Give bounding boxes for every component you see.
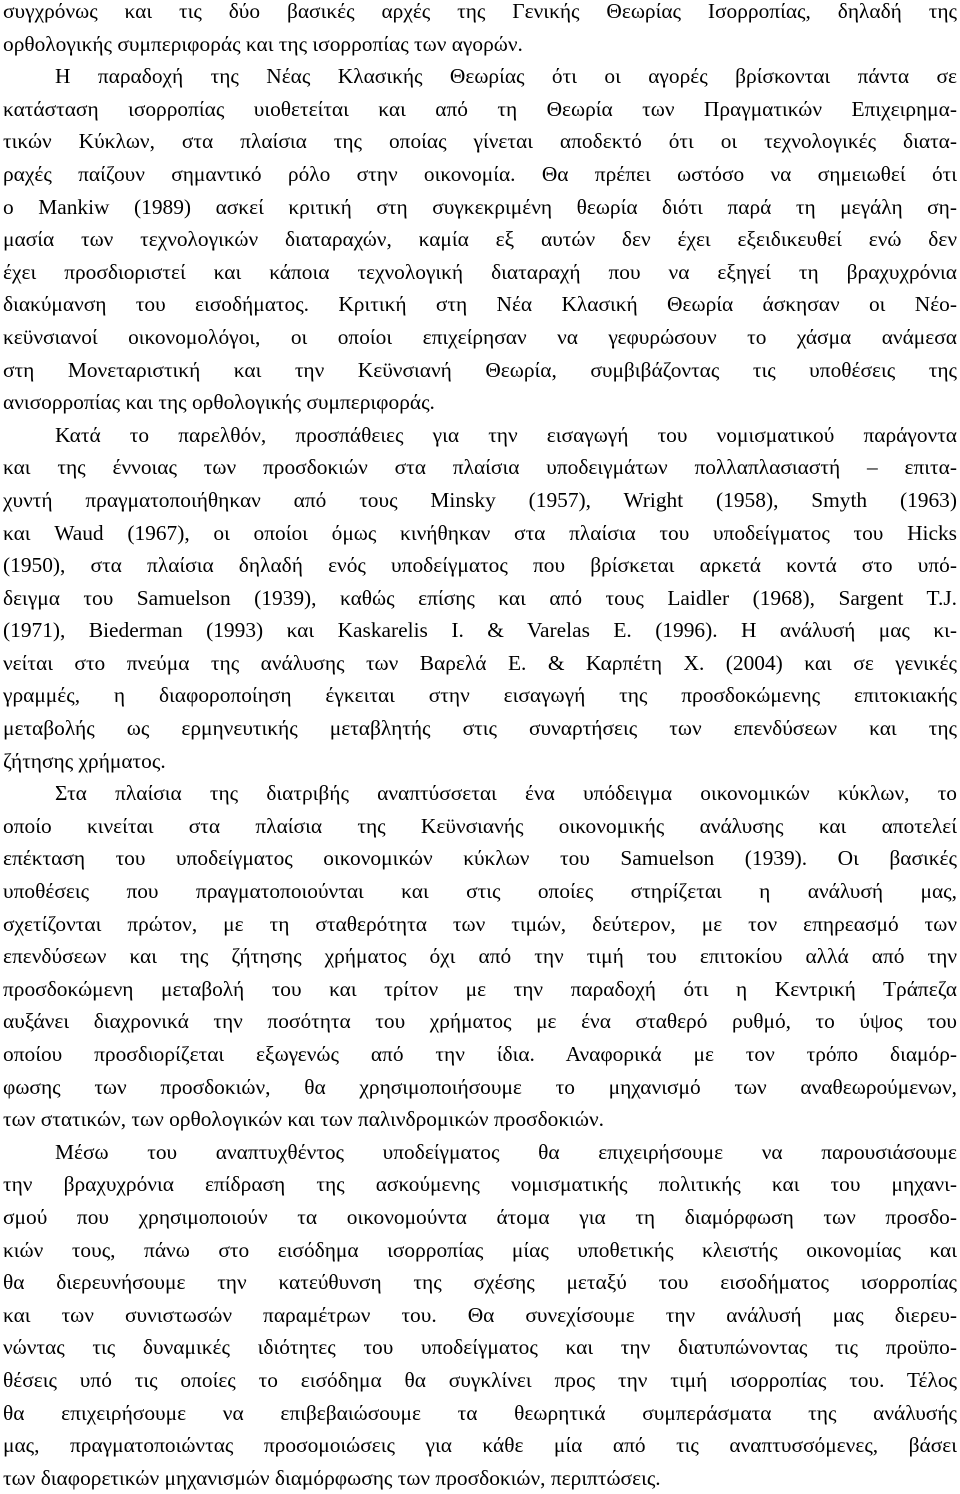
text-line: (1971), Biederman (1993) και Kaskarelis I. & Varelas E. (1996). Η ανάλυσή μας κι- xyxy=(3,618,957,643)
text-line: θέσεις υπό τις οποίες το εισόδημα θα συγκλίνει προς την τιμή ισορροπίας του. Τέλος xyxy=(3,1367,957,1392)
text-line: προσδοκώμενη μεταβολή του και τρίτον με την παραδοχή ότι η Κεντρική Τράπεζα xyxy=(3,976,957,1001)
text-line: την βραχυχρόνια επίδραση της ασκούμενης νομισματικής πολιτικής και του μηχανι- xyxy=(3,1172,957,1197)
paragraph-2 xyxy=(3,60,957,419)
text-line: των διαφορετικών μηχανισμών διαμόρφωσης των προσδοκιών, περιπτώσεις. xyxy=(3,1465,661,1490)
text-line: Η παραδοχή της Νέας Κλασικής Θεωρίας ότι οι αγορές βρίσκονται πάντα σε xyxy=(55,64,957,89)
text-line: έχει προσδιοριστεί και κάποια τεχνολογική διαταραχή που να εξηγεί τη βραχυχρόνια xyxy=(3,259,957,284)
text-line: στη Μονεταριστική και την Κεϋνσιανή Θεωρία, συμβιβάζοντας τις υποθέσεις της xyxy=(3,357,957,382)
text-line: φωσης των προσδοκιών, θα χρησιμοποιήσουμε το μηχανισμό των αναθεωρούμενων, xyxy=(3,1074,957,1099)
text-line: νείται στο πνεύμα της ανάλυσης των Βαρελά Ε. & Καρπέτη Χ. (2004) και σε γενικές xyxy=(3,650,957,675)
text-line: συγχρόνως και τις δύο βασικές αρχές της Γενικής Θεωρίας Ισορροπίας, δηλαδή της xyxy=(3,0,957,23)
text-line: κιών τους, πάνω στο εισόδημα ισορροπίας μίας υποθετικής κλειστής οικονομίας και xyxy=(3,1237,957,1262)
text-line: και της έννοιας των προσδοκιών στα πλαίσια υποδειγμάτων πολλαπλασιαστή – επιτα- xyxy=(3,455,957,480)
text-line: νώντας τις δυναμικές ιδιότητες του υποδείγματος και την διατυπώνοντας τις προϋπο- xyxy=(3,1335,957,1360)
text-line: ζήτησης χρήματος. xyxy=(3,748,166,773)
text-line: οποίο κινείται στα πλαίσια της Κεϋνσιανής οικονομικής ανάλυσης και αποτελεί xyxy=(3,813,957,838)
text-line: Στα πλαίσια της διατριβής αναπτύσσεται ένα υπόδειγμα οικονομικών κύκλων, το xyxy=(55,781,957,806)
text-line: επενδύσεων και της ζήτησης χρήματος όχι από την τιμή του επιτοκίου αλλά από την xyxy=(3,944,957,969)
text-line: σμού που χρησιμοποιούν τα οικονομούντα άτομα για τη διαμόρφωση των προσδο- xyxy=(3,1204,957,1229)
text-line: κεϋνσιανοί οικονομολόγοι, οι οποίοι επιχείρησαν να γεφυρώσουν το χάσμα ανάμεσα xyxy=(3,324,957,349)
text-line: οποίου προσδιορίζεται εξωγενώς από την ίδια. Αναφορικά με τον τρόπο διαμόρ- xyxy=(3,1042,957,1066)
text-line: σχετίζονται πρώτον, με τη σταθερότητα των τιμών, δεύτερον, με τον επηρεασμό των xyxy=(3,911,957,936)
text-line: ο Mankiw (1989) ασκεί κριτική στη συγκεκριμένη θεωρία διότι παρά τη μεγάλη ση- xyxy=(3,194,957,219)
paragraph-4 xyxy=(3,777,957,1136)
text-line: διακύμανση του εισοδήματος. Κριτική στη Νέα Κλασική Θεωρία άσκησαν οι Νέο- xyxy=(3,292,957,317)
text-line: Κατά το παρελθόν, προσπάθειες για την εισαγωγή του νομισματικού παράγοντα xyxy=(55,422,957,447)
text-line: επέκταση του υποδείγματος οικονομικών κύκλων του Samuelson (1939). Οι βασικές xyxy=(3,846,957,871)
text-line: και των συνιστωσών παραμέτρων του. Θα συνεχίσουμε την ανάλυσή μας διερευ- xyxy=(3,1302,957,1327)
text-line: (1950), στα πλαίσια δηλαδή ενός υποδείγματος που βρίσκεται αρκετά κοντά στο υπό- xyxy=(3,553,957,578)
text-line: υποθέσεις που πραγματοποιούνται και στις οποίες στηρίζεται η ανάλυσή μας, xyxy=(3,879,957,904)
text-line: θα επιχειρήσουμε να επιβεβαιώσουμε τα θεωρητικά συμπεράσματα της ανάλυσής xyxy=(3,1400,957,1425)
text-line: ορθολογικής συμπεριφοράς και της ισορροπίας των αγορών. xyxy=(3,31,523,56)
text-line: χυντή πραγματοποιήθηκαν από τους Minsky (1957), Wright (1958), Smyth (1963) xyxy=(3,487,957,512)
text-line: ανισορροπίας και της ορθολογικής συμπεριφοράς. xyxy=(3,390,435,415)
text-line: των στατικών, των ορθολογικών και των παλινδρομικών προσδοκιών. xyxy=(3,1107,604,1132)
text-line: κατάσταση ισορροπίας υιοθετείται και από τη Θεωρία των Πραγματικών Επιχειρημα- xyxy=(3,96,957,121)
text-line: μας, πραγματοποιώντας προσομοιώσεις για κάθε μία από τις αναπτυσσόμενες, βάσει xyxy=(3,1433,957,1458)
text-line: μασία των τεχνολογικών διαταραχών, καμία εξ αυτών δεν έχει εξειδικευθεί ενώ δεν xyxy=(3,227,957,252)
paragraph-5 xyxy=(3,1136,957,1494)
document-page xyxy=(3,0,957,1494)
paragraph-1 xyxy=(3,0,957,60)
text-line: δειγμα του Samuelson (1939), καθώς επίσης και από τους Laidler (1968), Sargent T.J. xyxy=(3,585,957,610)
text-line: αυξάνει διαχρονικά την ποσότητα του χρήματος με ένα σταθερό ρυθμό, το ύψος του xyxy=(3,1009,957,1034)
text-line: θα διερευνήσουμε την κατεύθυνση της σχέσης μεταξύ του εισοδήματος ισορροπίας xyxy=(3,1270,957,1295)
text-line: γραμμές, η διαφοροποίηση έγκειται στην εισαγωγή της προσδοκώμενης επιτοκιακής xyxy=(3,683,957,708)
paragraph-3 xyxy=(3,419,957,778)
text-line: Μέσω του αναπτυχθέντος υποδείγματος θα επιχειρήσουμε να παρουσιάσουμε xyxy=(55,1139,957,1164)
text-line: ραχές παίζουν σημαντικό ρόλο στην οικονομία. Θα πρέπει ωστόσο να σημειωθεί ότι xyxy=(3,161,957,186)
text-line: μεταβολής ως ερμηνευτικής μεταβλητής στις συναρτήσεις των επενδύσεων και της xyxy=(3,716,957,741)
text-line: τικών Κύκλων, στα πλαίσια της οποίας γίνεται αποδεκτό ότι οι τεχνολογικές διατα- xyxy=(3,129,957,154)
text-line: και Waud (1967), οι οποίοι όμως κινήθηκαν στα πλαίσια του υποδείγματος του Hicks xyxy=(3,520,957,545)
